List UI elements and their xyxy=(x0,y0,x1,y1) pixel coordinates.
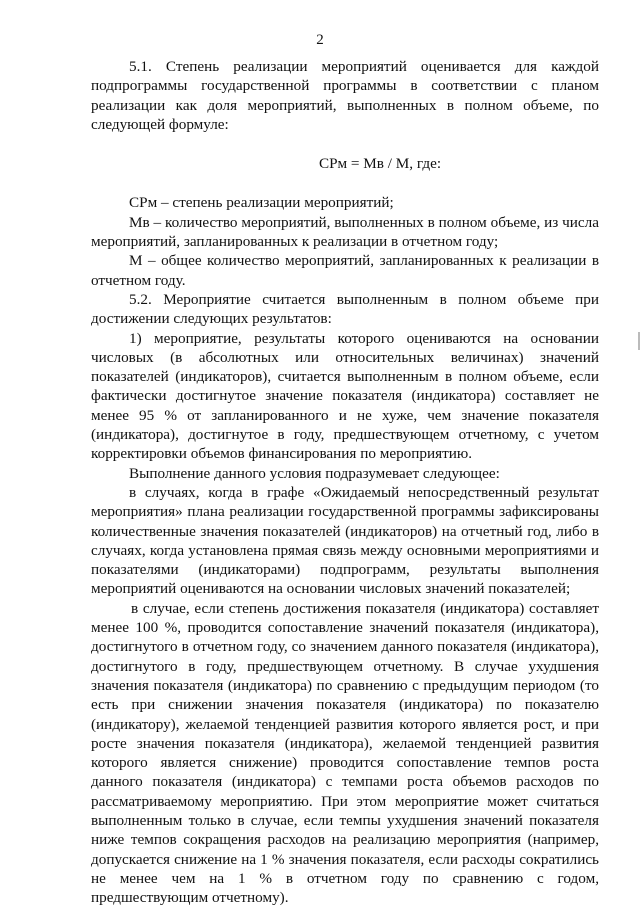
formula: СРм = Мв / М, где: xyxy=(318,155,442,173)
document-body xyxy=(91,57,599,907)
page-number: 2 xyxy=(316,32,324,48)
item-1: 1) мероприятие, результаты которого оцениваются на основании числовых (в абсолютных или относительных величинах) значений показателей (индикаторов), считается выполненным в полном объеме, если фактически достигнутое значение показателя (индикатора) составляет не менее 95 % от запланированного и не хуже, чем значение показателя (индикатора), достигнутое в году, предшествующем отчетному, с учетом корректировки объемов финансирования по мероприятию. xyxy=(91,329,599,463)
condition-case-1: в случаях, когда в графе «Ожидаемый непосредственный результат мероприятия» плана реализации государственной программы зафиксированы количественные значения показателей (индикаторов) на отчетный год, либо в случаях, когда установлена прямая связь между основными мероприятиями и показателями (индикаторами) подпрограмм, результаты выполнения мероприятий оцениваются на основании числовых значений показателей; xyxy=(91,483,599,598)
paragraph-5-1: 5.1. Степень реализации мероприятий оценивается для каждой подпрограммы государственной программы в соответствии с планом реализации как доля мероприятий, выполненных в полном объеме, по следующей формуле: xyxy=(91,58,599,133)
condition-intro: Выполнение данного условия подразумевает следующее: xyxy=(129,464,500,482)
paragraph-5-2: 5.2. Мероприятие считается выполненным в полном объеме при достижении следующих результатов: xyxy=(91,290,599,328)
definition-m: М – общее количество мероприятий, запланированных к реализации в отчетном году. xyxy=(91,252,599,289)
definition-mv: Мв – количество мероприятий, выполненных в полном объеме, из числа мероприятий, запланированных к реализации в отчетном году; xyxy=(91,213,599,251)
definition-srm: СРм – степень реализации мероприятий; xyxy=(129,194,394,212)
condition-case-2: в случае, если степень достижения показателя (индикатора) составляет менее 100 %, проводится сопоставление значений показателя (индикатора), достигнутого в отчетном году, со значением данного показателя (индикатора), достигнутого в году, предшествующем отчетному. В случае ухудшения значения показателя (индикатора) по сравнению с предыдущим периодом (то есть при снижении значения показателя (индикатора) по показателю (индикатору), желаемой тенденцией развития которого является рост, и при росте значения показателя (индикатора), желаемой тенденцией развития которого является снижение) проводится сопоставление темпов роста данного показателя (индикатора) с темпами роста объемов расходов по рассматриваемому мероприятию. При этом мероприятие может считаться выполненным только в случае, если темпы ухудшения значений показателя ниже темпов сокращения расходов на реализацию мероприятия (например, допускается снижение на 1 % значения показателя, если расходы сократились не менее чем на 1 % в отчетном году по сравнению с годом, предшествующим отчетному). xyxy=(91,599,599,907)
